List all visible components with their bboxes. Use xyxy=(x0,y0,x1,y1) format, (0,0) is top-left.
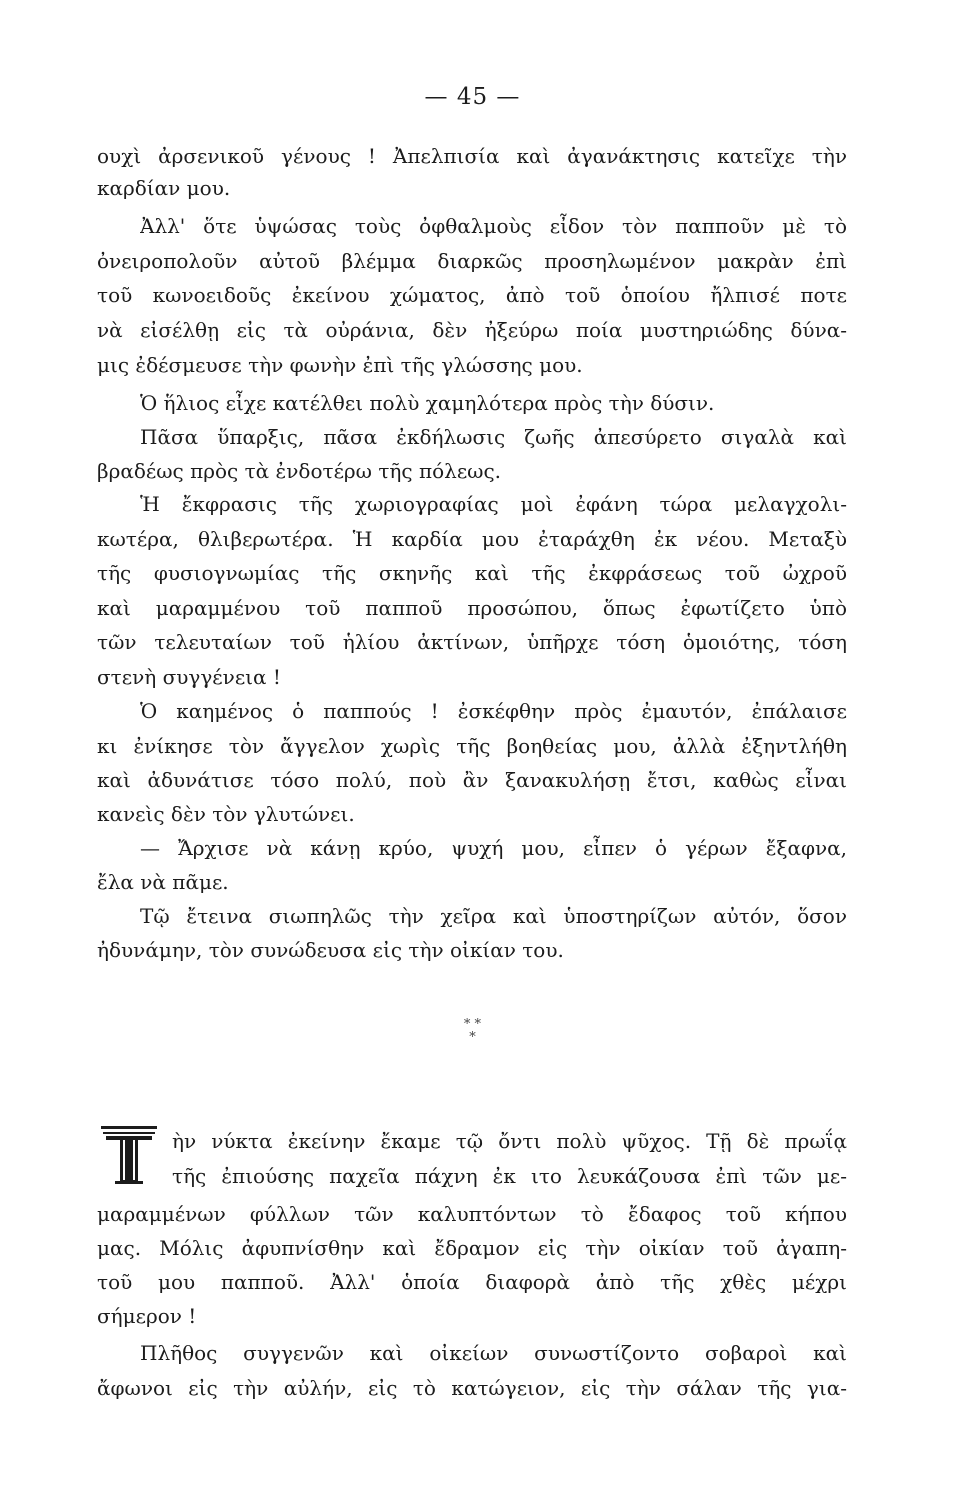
text-line: βραδέως πρὸς τὰ ἐνδοτέρω τῆς πόλεως. xyxy=(97,459,502,483)
text-line: τῆς φυσιογνωμίας τῆς σκηνῆς καὶ τῆς ἐκφράσεως τοῦ ὠχροῦ xyxy=(97,561,847,585)
text-line: μας. Μόλις ἀφυπνίσθην καὶ ἔδραμον εἰς τὴν οἰκίαν τοῦ ἀγαπη- xyxy=(97,1236,847,1260)
text-line: τοῦ μου παπποῦ. Ἀλλ' ὁποία διαφορὰ ἀπὸ τῆς χθὲς μέχρι xyxy=(97,1270,847,1294)
section-separator xyxy=(0,1018,945,1044)
separator-top-stars: * * xyxy=(463,1017,482,1032)
text-line: καὶ ἀδυνάτισε τόσο πολύ, ποὺ ἂν ξανακυλήσῃ ἔτσι, καθὼς εἶναι xyxy=(97,768,847,792)
text-line: στενὴ συγγένεια ! xyxy=(97,665,281,689)
text-line: Ὁ ἥλιος εἶχε κατέλθει πολὺ χαμηλότερα πρὸς τὴν δύσιν. xyxy=(140,391,715,415)
text-line: Τῷ ἔτεινα σιωπηλῶς τὴν χεῖρα καὶ ὑποστηρίζων αὐτόν, ὅσον xyxy=(140,904,847,928)
text-line: Ἀλλ' ὅτε ὑψώσας τοὺς ὀφθαλμοὺς εἶδον τὸν παπποῦν μὲ τὸ xyxy=(140,214,847,238)
text-line: ὴν νύκτα ἐκείνην ἔκαμε τῷ ὄντι πολὺ ψῦχος. Τῇ δὲ πρωΐᾳ xyxy=(172,1129,847,1153)
text-line: ἠδυνάμην, τὸν συνώδευσα εἰς τὴν οἰκίαν του. xyxy=(97,938,564,962)
text-line: κι ἐνίκησε τὸν ἄγγελον χωρὶς τῆς βοηθείας μου, ἀλλὰ ἐξηντλήθη xyxy=(97,734,847,758)
text-line: Πλῆθος συγγενῶν καὶ οἰκείων συνωστίζοντο σοβαροὶ καὶ xyxy=(140,1341,847,1365)
text-line: Πᾶσα ὕπαρξις, πᾶσα ἐκδήλωσις ζωῆς ἀπεσύρετο σιγαλὰ καὶ xyxy=(140,425,847,449)
text-line: μαραμμένων φύλλων τῶν καλυπτόντων τὸ ἔδαφος τοῦ κήπου xyxy=(97,1202,847,1226)
text-line: — Ἄρχισε νὰ κάνῃ κρύο, ψυχή μου, εἶπεν ὁ γέρων ἔξαφνα, xyxy=(140,836,847,860)
text-line: σήμερον ! xyxy=(97,1304,197,1328)
text-line: τῶν τελευταίων τοῦ ἡλίου ἀκτίνων, ὑπῆρχε τόση ὁμοιότης, τόση xyxy=(97,630,847,654)
page-number: — 45 — xyxy=(424,84,521,110)
text-line: Ὁ καημένος ὁ παππούς ! ἐσκέφθην πρὸς ἐμαυτόν, ἐπάλαισε xyxy=(140,699,847,723)
text-line: Ἡ ἔκφρασις τῆς χωριογραφίας μοὶ ἐφάνη τώρα μελαγχολι- xyxy=(140,492,847,516)
text-line: ουχὶ ἀρσενικοῦ γένους ! Ἀπελπισία καὶ ἀγανάκτησις κατεῖχε τὴν xyxy=(97,144,847,168)
text-line: τοῦ κωνοειδοῦς ἐκείνου χώματος, ἀπὸ τοῦ ὁποίου ἤλπισέ ποτε xyxy=(97,283,847,307)
text-line: καὶ μαραμμένου τοῦ παπποῦ προσώπου, ὅπως ἐφωτίζετο ὑπὸ xyxy=(97,596,847,620)
text-line: ἔλα νὰ πᾶμε. xyxy=(97,870,229,894)
text-line: ἄφωνοι εἰς τὴν αὐλήν, εἰς τὸ κατώγειον, εἰς τὴν σάλαν τῆς για- xyxy=(97,1376,847,1400)
text-line: τῆς ἐπιούσης παχεῖα πάχνη ἐκ ιτο λευκάζουσα ἐπὶ τῶν με- xyxy=(172,1164,847,1188)
text-line: καρδίαν μου. xyxy=(97,176,231,200)
separator-bottom-star: * xyxy=(469,1030,476,1045)
text-line: ὀνειροπολοῦν αὐτοῦ βλέμμα διαρκῶς προσηλωμένον μακρὰν ἐπὶ xyxy=(97,249,847,273)
text-line: κανεὶς δὲν τὸν γλυτώνει. xyxy=(97,802,355,826)
text-line: μις ἐδέσμευσε τὴν φωνὴν ἐπὶ τῆς γλώσσης μου. xyxy=(97,353,583,377)
dropcap-t-initial xyxy=(100,1124,158,1186)
text-line: κωτέρα, θλιβερωτέρα. Ἡ καρδία μου ἐταράχθη ἐκ νέου. Μεταξὺ xyxy=(97,527,847,551)
text-line: νὰ εἰσέλθῃ εἰς τὰ οὐράνια, δὲν ἠξεύρω ποία μυστηριώδης δύνα- xyxy=(97,318,847,342)
